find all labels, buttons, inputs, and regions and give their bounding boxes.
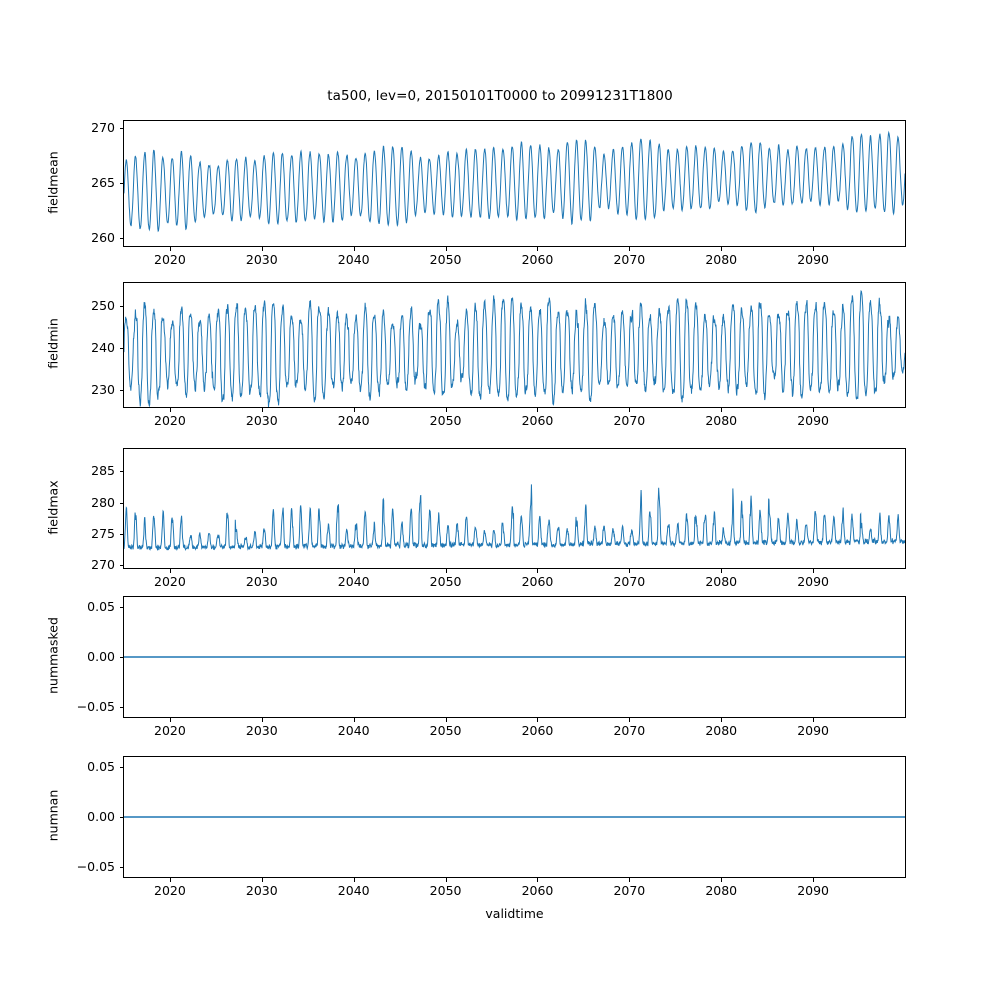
ytick-mark (120, 306, 124, 307)
xtick-mark (446, 569, 447, 573)
xtick-mark (354, 247, 355, 251)
xtick-label: 2050 (429, 252, 462, 267)
xtick-mark (354, 878, 355, 882)
xtick-mark (537, 408, 538, 412)
ytick-label: 275 (91, 526, 115, 541)
plot-panel-fieldmin (123, 282, 906, 408)
xtick-label: 2020 (154, 723, 186, 738)
xtick-label: 2070 (613, 883, 646, 898)
plot-panel-fieldmax (123, 448, 906, 569)
xtick-label: 2090 (797, 574, 830, 589)
ytick-mark (120, 817, 124, 818)
xtick-mark (262, 569, 263, 573)
ytick-mark (120, 503, 124, 504)
series-fieldmax (124, 449, 905, 568)
ytick-mark (120, 390, 124, 391)
xtick-label: 2020 (154, 252, 186, 267)
xtick-mark (354, 718, 355, 722)
ytick-mark (120, 867, 124, 868)
ytick-mark (120, 348, 124, 349)
xtick-label: 2030 (245, 252, 278, 267)
xtick-mark (629, 247, 630, 251)
xtick-label: 2080 (705, 723, 738, 738)
xtick-label: 2030 (245, 574, 278, 589)
xtick-mark (446, 247, 447, 251)
xtick-label: 2090 (797, 252, 830, 267)
xtick-label: 2040 (337, 883, 370, 898)
xlabel: validtime (485, 906, 544, 921)
series-fieldmin (124, 283, 905, 407)
xtick-label: 2080 (705, 252, 738, 267)
xtick-label: 2030 (245, 883, 278, 898)
ytick-label: −0.05 (76, 859, 115, 874)
xtick-label: 2030 (245, 413, 278, 428)
xtick-label: 2070 (613, 574, 646, 589)
xtick-mark (721, 408, 722, 412)
xtick-label: 2050 (429, 883, 462, 898)
ytick-mark (120, 183, 124, 184)
xtick-label: 2020 (154, 413, 186, 428)
ytick-mark (120, 471, 124, 472)
series-numnan (124, 757, 905, 877)
ytick-label: 240 (91, 340, 115, 356)
xtick-label: 2060 (521, 574, 554, 589)
xtick-mark (537, 247, 538, 251)
xtick-mark (813, 878, 814, 882)
xtick-label: 2050 (429, 413, 462, 428)
xtick-label: 2020 (154, 883, 186, 898)
xtick-mark (629, 408, 630, 412)
xtick-label: 2040 (337, 413, 370, 428)
xtick-mark (170, 247, 171, 251)
ytick-mark (120, 707, 124, 708)
xtick-label: 2090 (797, 723, 830, 738)
xtick-label: 2050 (429, 723, 462, 738)
xtick-label: 2060 (521, 413, 554, 428)
ytick-label: 0.05 (87, 759, 115, 774)
ytick-label: 230 (91, 382, 115, 398)
ytick-label: 265 (91, 174, 115, 190)
xtick-mark (813, 569, 814, 573)
series-nummasked (124, 597, 905, 717)
xtick-mark (721, 878, 722, 882)
ytick-label: 270 (91, 557, 115, 573)
xtick-label: 2020 (154, 574, 186, 589)
ytick-label: 280 (91, 494, 115, 510)
xtick-mark (721, 569, 722, 573)
plot-panel-fieldmean (123, 120, 906, 247)
xtick-mark (446, 408, 447, 412)
ytick-mark (120, 534, 124, 535)
xtick-mark (813, 718, 814, 722)
xtick-mark (721, 718, 722, 722)
xtick-mark (629, 878, 630, 882)
xtick-label: 2040 (337, 252, 370, 267)
ytick-mark (120, 607, 124, 608)
xtick-mark (354, 408, 355, 412)
xtick-mark (354, 569, 355, 573)
ytick-mark (120, 238, 124, 239)
xtick-label: 2070 (613, 723, 646, 738)
ytick-label: 0.00 (87, 649, 115, 664)
ytick-label: 0.00 (87, 809, 115, 824)
xtick-mark (170, 718, 171, 722)
ytick-mark (120, 657, 124, 658)
xtick-label: 2060 (521, 252, 554, 267)
xtick-mark (721, 247, 722, 251)
xtick-mark (537, 718, 538, 722)
xtick-mark (446, 718, 447, 722)
ylabel-numnan: numnan (45, 789, 61, 842)
xtick-label: 2080 (705, 883, 738, 898)
xtick-mark (813, 247, 814, 251)
ytick-label: −0.05 (76, 699, 115, 714)
ytick-label: 270 (91, 119, 115, 135)
xtick-label: 2030 (245, 723, 278, 738)
plot-panel-nummasked (123, 596, 906, 718)
xtick-mark (170, 569, 171, 573)
chart-title: ta500, lev=0, 20150101T0000 to 20991231T1800 (327, 88, 673, 104)
xtick-label: 2050 (429, 574, 462, 589)
xtick-label: 2040 (337, 574, 370, 589)
ytick-label: 250 (91, 298, 115, 314)
series-fieldmean (124, 121, 905, 246)
ylabel-fieldmax: fieldmax (45, 479, 61, 535)
xtick-mark (629, 718, 630, 722)
ylabel-fieldmin: fieldmin (45, 318, 61, 369)
ytick-mark (120, 565, 124, 566)
ytick-label: 0.05 (87, 599, 115, 614)
ytick-label: 260 (91, 230, 115, 246)
xtick-label: 2080 (705, 574, 738, 589)
xtick-mark (262, 247, 263, 251)
xtick-mark (537, 569, 538, 573)
xtick-label: 2070 (613, 413, 646, 428)
xtick-mark (629, 569, 630, 573)
ytick-label: 285 (91, 463, 115, 479)
ytick-mark (120, 128, 124, 129)
ylabel-nummasked: nummasked (45, 617, 61, 694)
xtick-mark (813, 408, 814, 412)
xtick-label: 2070 (613, 252, 646, 267)
xtick-label: 2060 (521, 883, 554, 898)
xtick-mark (170, 408, 171, 412)
xtick-mark (262, 408, 263, 412)
xtick-label: 2090 (797, 883, 830, 898)
xtick-mark (537, 878, 538, 882)
xtick-mark (170, 878, 171, 882)
plot-panel-numnan (123, 756, 906, 878)
xtick-mark (262, 878, 263, 882)
xtick-label: 2060 (521, 723, 554, 738)
xtick-label: 2090 (797, 413, 830, 428)
xtick-mark (446, 878, 447, 882)
xtick-label: 2040 (337, 723, 370, 738)
xtick-mark (262, 718, 263, 722)
xtick-label: 2080 (705, 413, 738, 428)
ylabel-fieldmean: fieldmean (45, 150, 61, 214)
ytick-mark (120, 767, 124, 768)
